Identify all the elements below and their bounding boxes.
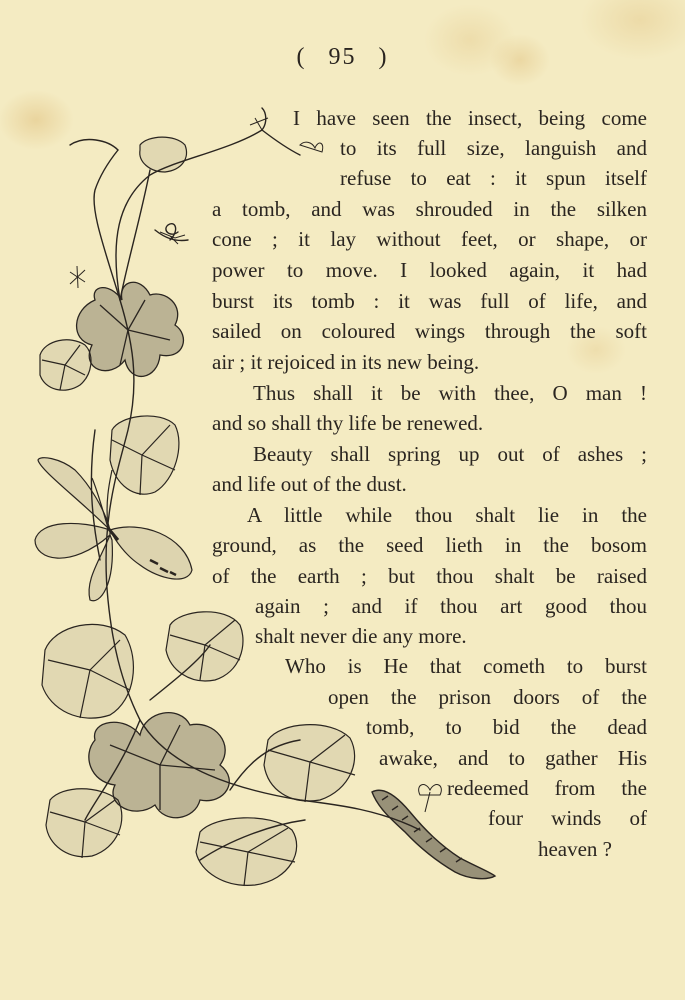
text-line: refuse to eat : it spun itself — [340, 166, 647, 190]
nasturtium-leaf-icon — [140, 137, 187, 172]
text-line: I have seen the insect, being come — [293, 106, 647, 130]
text-line: Beauty shall spring up out of ashes ; — [253, 442, 647, 466]
nasturtium-leaf-icon — [196, 818, 297, 886]
caterpillar-icon — [372, 790, 495, 878]
vine-stem-icon — [70, 140, 118, 150]
nasturtium-leaf-icon — [46, 789, 122, 858]
text-line: Who is He that cometh to burst — [285, 654, 647, 678]
text-line: heaven ? — [537, 837, 612, 861]
small-insect-icon — [70, 266, 85, 288]
text-line: power to move. I looked again, it had — [212, 258, 647, 282]
text-line: open the prison doors of the — [328, 685, 647, 709]
nasturtium-leaf-icon — [110, 416, 179, 495]
text-line: A little while thou shalt lie in the — [247, 503, 647, 527]
text-line: and life out of the dust. — [212, 472, 407, 496]
small-insect-icon — [300, 142, 323, 152]
text-line: air ; it rejoiced in its new being. — [212, 350, 480, 374]
text-line: burst its tomb : it was full of life, and — [212, 289, 647, 313]
text-line: to its full size, languish and — [340, 136, 647, 160]
text-line: redeemed from the — [447, 776, 647, 800]
nasturtium-leaf-icon — [42, 624, 133, 718]
text-line: a tomb, and was shrouded in the silken — [212, 197, 647, 221]
text-line: ground, as the seed lieth in the bosom — [212, 533, 647, 557]
text-line: of the earth ; but thou shalt be raised — [212, 564, 647, 588]
text-line: again ; and if thou art good thou — [255, 594, 647, 618]
text-line: cone ; it lay without feet, or shape, or — [212, 227, 647, 251]
nasturtium-leaf-icon — [166, 612, 243, 681]
text-line: sailed on coloured wings through the soft — [212, 319, 647, 343]
nasturtium-flower-icon — [77, 282, 184, 376]
small-insect-icon — [419, 785, 442, 812]
nasturtium-leaf-icon — [264, 725, 355, 802]
text-line: shalt never die any more. — [255, 624, 467, 648]
vine-stem-icon — [94, 150, 120, 300]
vine-stem-icon — [262, 130, 300, 155]
text-line: four winds of — [488, 806, 647, 830]
nasturtium-leaf-icon — [40, 340, 91, 390]
text-line: and so shall thy life be renewed. — [212, 411, 484, 435]
text-line: tomb, to bid the dead — [366, 715, 647, 739]
text-line: Thus shall it be with thee, O man ! — [253, 381, 647, 405]
text-line: awake, and to gather His — [379, 746, 647, 770]
page-number: ( 95 ) — [296, 44, 389, 70]
